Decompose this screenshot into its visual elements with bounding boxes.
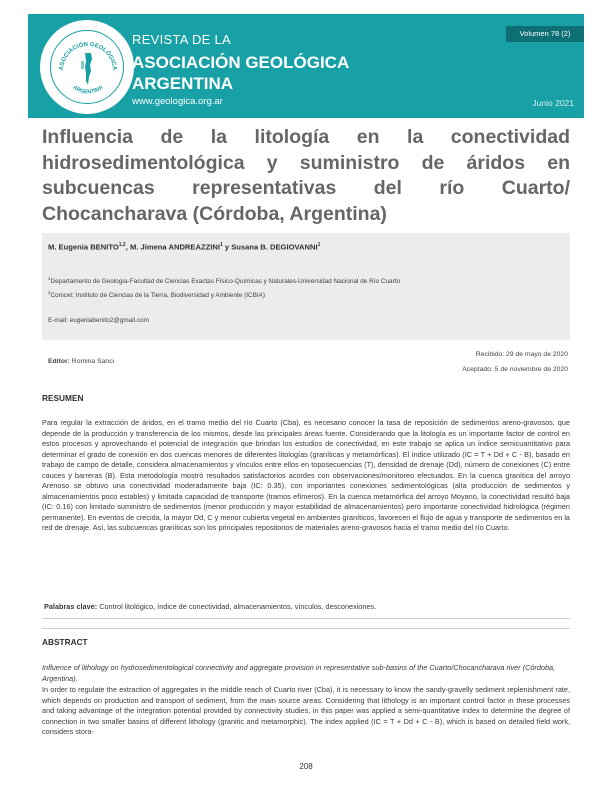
affiliation-2 <box>48 290 265 299</box>
article-title: Influencia de la litología en la conectividad hidrosedimentológica y suministro de áridos en subcuencas representativas del río Cuarto/ Chocancharava (Córdoba, Argentina) <box>42 126 570 225</box>
affiliation-mark: 1 <box>48 276 51 281</box>
editor-line <box>48 358 114 365</box>
abstract-english-title: Influence of lithology on hydrosedimentological connectivity and aggregate provision in representative sub-basins of the Cuarto/Chocancharava river (Córdoba, Argentina). <box>42 663 556 683</box>
resumen-heading: RESUMEN <box>42 393 84 403</box>
author-mark: 1,2 <box>118 242 126 248</box>
abstract-heading: ABSTRACT <box>42 637 88 647</box>
journal-name <box>132 52 392 94</box>
editor-name: Romina Sanci <box>71 358 115 365</box>
keywords <box>44 602 376 611</box>
logo-emblem <box>50 30 124 104</box>
journal-name-line2: ARGENTINA <box>132 74 234 93</box>
affiliation-text: Departamento de Geología-Facultad de Ciencias Exactas Físico-Químicas y Naturales-Universidad Nacional de Río Cuarto <box>50 278 401 286</box>
author-list <box>48 242 320 252</box>
journal-banner <box>28 14 584 118</box>
author-email: E-mail: eugeniabenito2@gmail.com <box>48 317 149 324</box>
keywords-box <box>42 596 570 619</box>
journal-website[interactable]: www.geologica.org.ar <box>132 96 223 107</box>
author-name: M. Jimena ANDREAZZINI <box>129 242 220 252</box>
author-mark: 1 <box>317 242 321 248</box>
logo-text-bottom: ARGENTINA <box>71 84 105 96</box>
affiliation-1 <box>48 276 400 285</box>
page-number: 208 <box>299 762 313 771</box>
volume-badge: Volumen 78 (2) <box>506 26 584 42</box>
abstract-text: In order to regulate the extraction of aggregates in the middle reach of Cuarto river (Cba), it is necessary to know the sandy-gravelly sediment replenishment rate, which depends on production and transport of sediment, from the main source areas. Considering that lithology is an important control factor in these processes and taking advantage of the integration potential provided by connectivity studies, in this paper was applied a semi-quantitative index to determine the degree of connection in two smaller basins of different lithology (granitic and metamorphic). The index applied (IC = T + Dd + C - B), which is based on detailed field work, considers stora- <box>42 685 570 736</box>
logo-text-top: ASOCIACIÓN GEOLÓGICA <box>58 41 118 71</box>
author-name: Susana B. DEGIOVANNI <box>231 242 318 252</box>
editor-label: Editor: <box>48 358 70 365</box>
svg-text:ARGENTINA <box>72 85 105 96</box>
society-logo <box>40 20 134 114</box>
journal-kicker: REVISTA DE LA <box>132 32 232 47</box>
author-mark: 1 <box>219 242 223 248</box>
argentina-map-icon <box>51 31 124 104</box>
author-name: M. Eugenia BENITO <box>48 242 119 252</box>
issue-date: Junio 2021 <box>532 98 574 108</box>
journal-name-line1: ASOCIACIÓN GEOLÓGICA <box>132 53 350 72</box>
keywords-label: Palabras clave: <box>44 602 98 611</box>
keywords-text: Control litológico, índice de conectividad, almacenamientos, vínculos, desconexiones. <box>99 602 377 611</box>
accepted-date: Aceptado: 5 de noviembre de 2020 <box>462 366 568 373</box>
author-separator: , <box>125 242 130 252</box>
section-divider <box>42 628 570 629</box>
author-info-box <box>42 233 570 340</box>
resumen-text: Para regular la extracción de áridos, en el tramo medio del río Cuarto (Cba), es necesario conocer la tasa de reposición de sedimentos areno-gravosos, que depende de la producción y transferencia de los mismos, desde las principales áreas fuente. Considerando que la litología es un importante factor de control en estos procesos y aprovechando el potencial de integración que brindan los estudios de conectividad, en este trabajo se aplica un índice semicuantitativo para determinar el grado de conexión en dos cuencas menores de diferentes litologías (graníticas y metamórficas). El índice utilizado (IC = T + Dd + C - B), basado en trabajo de campo de detalle, considera almacenamientos y vínculos entre ellos en toposecuencias (T), densidad de drenaje (Dd), número de conexiones (C) entre cauces y barreras (B). Esta metodología mostró resultados satisfactorios acordes con observaciones/monitoreo efectuados. En la cuenca granítica del arroyo Arenoso se obtuvo una conectividad moderadamente baja (IC: 0.35), con importantes conexiones sedimentológicas (alta producción de sedimentos y almacenamientos poco estables) y limitada capacidad de transporte (tramos efímeros). En la cuenca metamórfica del arroyo Moyano, la conectividad resultó baja (IC: 0.16) con limitado suministro de sedimentos (menor producción y mayor estabilidad de almacenamientos) pero importante conectividad hidrológica (régimen permanente). En eventos de crecida, la mayor Dd, C y menor cubierta vegetal en ambientes graníticos, favorecen el flujo de agua y transporte de sedimentos en la red de drenaje. Así, las subcuencas graníticas son los principales repositorios de materiales areno-gravosos hacia el tramo medio del río Cuarto. <box>42 418 570 532</box>
author-separator: y <box>222 242 232 252</box>
received-date: Recibido: 29 de mayo de 2020 <box>475 351 568 358</box>
affiliation-text: Conicet; Instituto de Ciencias de la Tierra, Biodiversidad y Ambiente (ICBIA) <box>50 292 266 300</box>
affiliation-mark: 2 <box>48 290 51 295</box>
